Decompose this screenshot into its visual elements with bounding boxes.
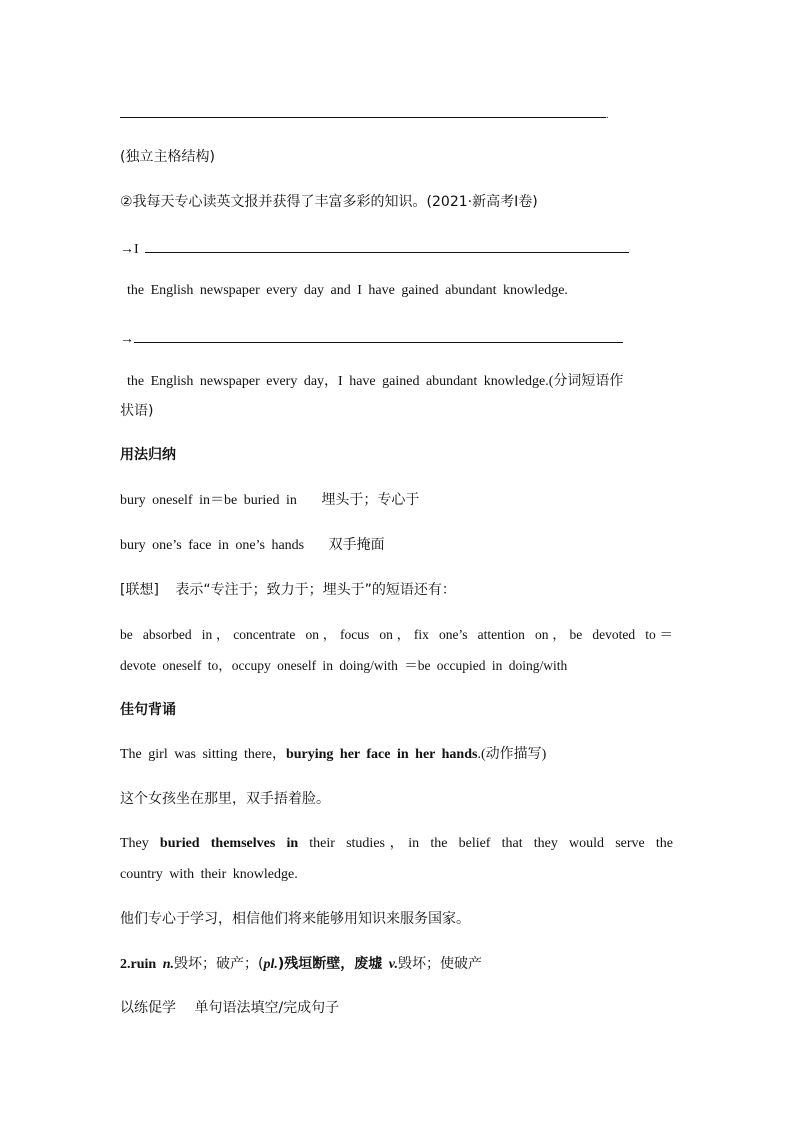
recite-sentence-1: The girl was sitting there，burying her face in her hands.(动作描写) xyxy=(120,747,547,762)
recite-sentence-2-line2: country with their knowledge. xyxy=(120,867,298,882)
translation-line-1: →I xyxy=(120,240,629,257)
sentence-2: the English newspaper every day，I have gained abundant knowledge.(分词短语作 xyxy=(127,373,624,389)
association-line: [联想] 表示“专注于；致力于；埋头于”的短语还有： xyxy=(120,582,456,598)
answer-blank-1[interactable] xyxy=(145,240,629,253)
note-absolute: (独立主格结构) xyxy=(120,149,215,165)
sentence-1: the English newspaper every day and I have gained abundant knowledge. xyxy=(127,283,568,298)
item2-chinese: ②我每天专心读英文报并获得了丰富多彩的知识。(2021·新高考Ⅰ卷) xyxy=(120,194,538,210)
answer-line: . xyxy=(120,105,609,122)
recite-heading: 佳句背诵 xyxy=(120,702,176,718)
recite-sentence-2-cn: 他们专心于学习，相信他们将来能够用知识来服务国家。 xyxy=(120,911,470,927)
recite-sentence-2: They buried themselves in their studies，in the belief that they would serve the xyxy=(120,836,673,851)
phrases-line-2: devote oneself to，occupy oneself in doing/with ＝be occupied in doing/with xyxy=(120,658,568,673)
usage-heading: 用法归纳 xyxy=(120,447,176,463)
usage-item-2: bury one’s face in one’s hands 双手掩面 xyxy=(120,537,385,553)
translation-line-2: → xyxy=(120,330,623,347)
phrases-line-1: be absorbed in，concentrate on，focus on，fix one’s attention on，be devoted to＝ xyxy=(120,627,673,642)
sentence-2-note-cont: 状语) xyxy=(120,403,154,419)
answer-blank[interactable] xyxy=(120,105,606,118)
recite-sentence-1-cn: 这个女孩坐在那里，双手捂着脸。 xyxy=(120,791,330,807)
practice-line: 以练促学 单句语法填空/完成句子 xyxy=(120,1000,340,1016)
answer-blank-2[interactable] xyxy=(134,330,623,343)
entry-ruin: 2.ruin n.毁坏；破产；(pl.)残垣断壁，废墟 v.毁坏；使破产 xyxy=(120,956,482,972)
usage-item-1: bury oneself in＝be buried in 埋头于；专心于 xyxy=(120,492,420,508)
